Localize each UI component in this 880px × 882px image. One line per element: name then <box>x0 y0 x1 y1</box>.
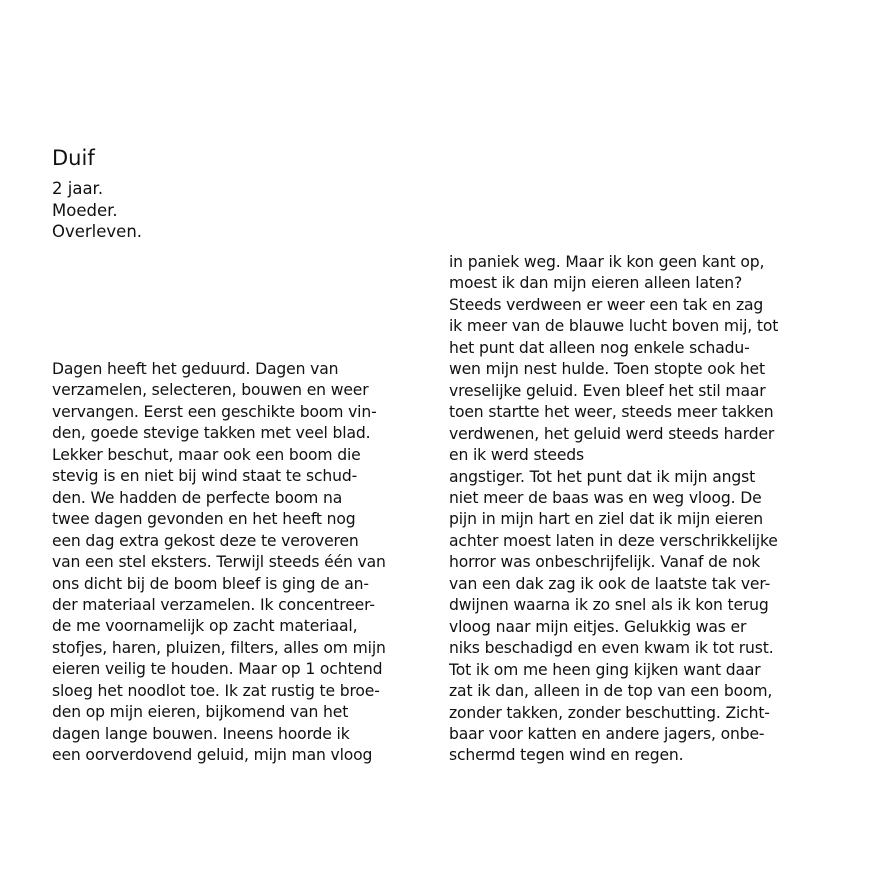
text-line: een oorverdovend geluid, mijn man vloog <box>52 746 373 765</box>
text-line: Dagen heeft het geduurd. Dagen van <box>52 360 339 378</box>
text-line: de me voornamelijk op zacht materiaal, <box>52 617 358 636</box>
meta-role: Moeder. <box>52 200 118 220</box>
text-line: vloog naar mijn eitjes. Gelukkig was er <box>449 617 747 636</box>
text-line: angstiger. Tot het punt dat ik mijn angst <box>449 467 756 486</box>
text-line: vervangen. Eerst een geschikte boom vin- <box>52 402 377 421</box>
text-line: ik meer van de blauwe lucht boven mij, tot <box>449 317 779 336</box>
text-line: van een dak zag ik ook de laatste tak ver- <box>449 574 771 593</box>
text-line: wen mijn nest hulde. Toen stopte ook het <box>449 360 765 379</box>
text-line: Lekker beschut, maar ook een boom die <box>52 445 361 464</box>
text-line: stevig is en niet bij wind staat te schud- <box>52 467 358 486</box>
text-line: van een stel eksters. Terwijl steeds één van <box>52 553 386 572</box>
text-line: in paniek weg. Maar ik kon geen kant op, <box>449 253 765 271</box>
text-line: stofjes, haren, pluizen, filters, alles om mijn <box>52 638 386 657</box>
text-line: verdwenen, het geluid werd steeds harder <box>449 424 775 443</box>
text-line: zat ik dan, alleen in de top van een boom, <box>449 682 773 701</box>
text-line: baar voor katten en andere jagers, onbe- <box>449 724 765 743</box>
body-text-left-column <box>52 359 432 767</box>
text-line: het punt dat alleen nog enkele schadu- <box>449 338 750 357</box>
text-line: moest ik dan mijn eieren alleen laten? <box>449 274 743 293</box>
text-line: en ik werd steeds <box>449 446 584 465</box>
text-line: niks beschadigd en even kwam ik tot rust. <box>449 639 774 658</box>
text-line: vreselijke geluid. Even bleef het stil maar <box>449 381 766 400</box>
text-line: Tot ik om me heen ging kijken want daar <box>449 660 761 679</box>
text-line: achter moest laten in deze verschrikkelijke <box>449 531 778 550</box>
text-line: een dag extra gekost deze te veroveren <box>52 531 359 550</box>
text-line: twee dagen gevonden en het heeft nog <box>52 510 356 529</box>
meta-age: 2 jaar. <box>52 179 104 198</box>
text-line: dagen lange bouwen. Ineens hoorde ik <box>52 724 350 743</box>
text-line: sloeg het noodlot toe. Ik zat rustig te broe- <box>52 681 380 700</box>
text-line: schermd tegen wind en regen. <box>449 746 684 765</box>
meta-goal: Overleven. <box>52 222 143 242</box>
text-line: Steeds verdween er weer een tak en zag <box>449 295 764 314</box>
text-line: der materiaal verzamelen. Ik concentreer- <box>52 595 375 614</box>
text-line: pijn in mijn hart en ziel dat ik mijn eieren <box>449 510 764 529</box>
text-line: niet meer de baas was en weg vloog. De <box>449 488 762 507</box>
subtitle-block <box>52 178 142 243</box>
text-line: den, goede stevige takken met veel blad. <box>52 424 371 443</box>
text-line: zonder takken, zonder beschutting. Zicht- <box>449 703 770 722</box>
text-line: dwijnen waarna ik zo snel als ik kon terug <box>449 596 769 615</box>
page-title: Duif <box>52 146 95 170</box>
text-line: eieren veilig te houden. Maar op 1 ochtend <box>52 660 383 679</box>
text-line: toen startte het weer, steeds meer takken <box>449 403 774 422</box>
text-line: den op mijn eieren, bijkomend van het <box>52 703 349 722</box>
text-line: den. We hadden de perfecte boom na <box>52 488 343 507</box>
text-line: horror was onbeschrijfelijk. Vanaf de nok <box>449 553 761 572</box>
text-line: verzamelen, selecteren, bouwen en weer <box>52 381 369 400</box>
text-line: ons dicht bij de boom bleef is ging de an- <box>52 574 369 593</box>
body-text-right-column <box>449 252 839 767</box>
